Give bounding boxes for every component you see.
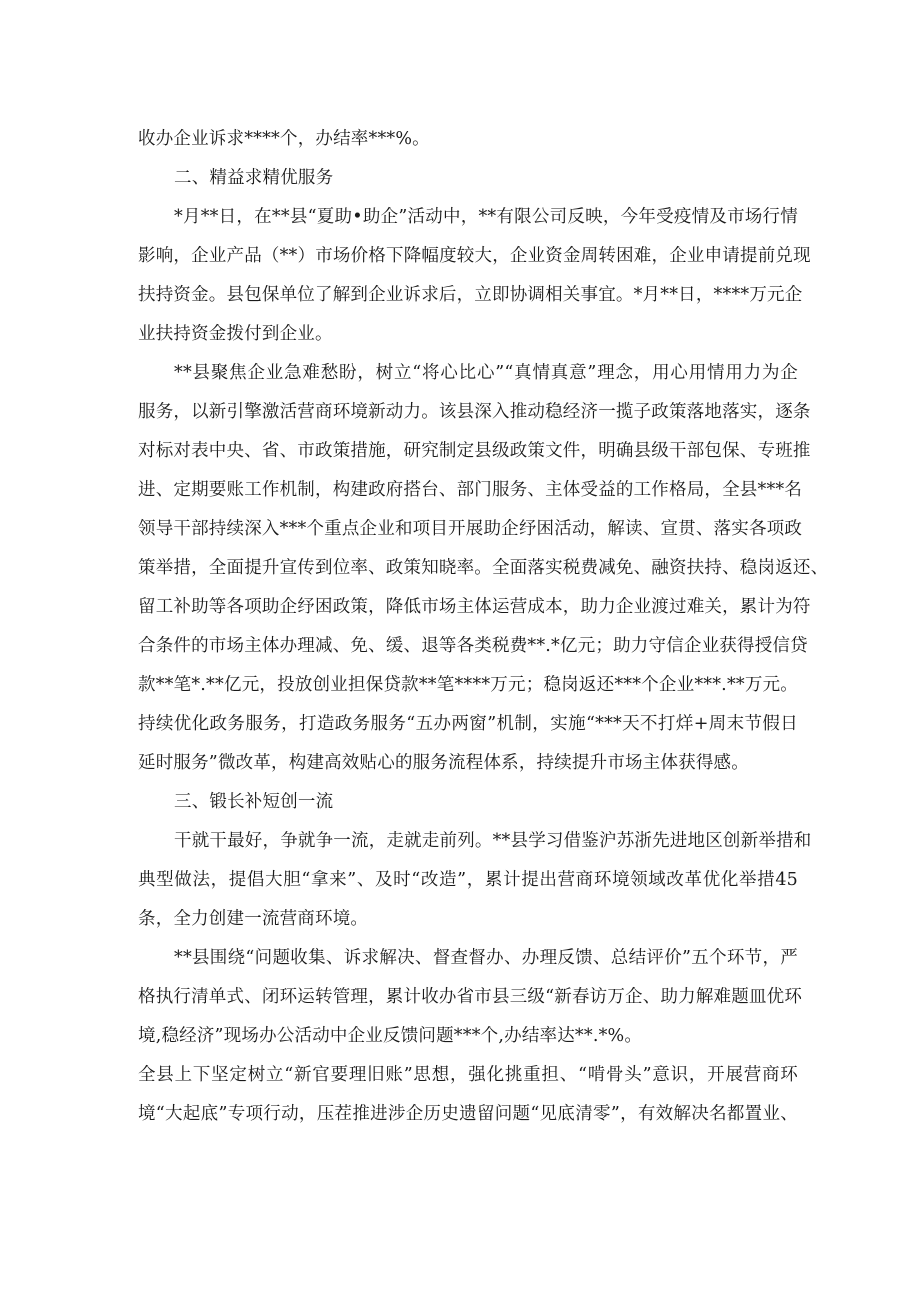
text-line: 境“大起底”专项行动，压茬推进涉企历史遗留问题“见底清零”，有效解决名都置业、 xyxy=(138,1104,798,1124)
text-line: 策举措，全面提升宣传到位率、政策知晓率。全面落实税费减免、融资扶持、稳岗返还、 xyxy=(138,558,829,578)
text-line: 全县上下坚定树立“新官要理旧账”思想，强化挑重担、“啃骨头”意识，开展营商环 xyxy=(138,1065,798,1085)
text-line: 条，全力创建一流营商环境。 xyxy=(138,909,369,929)
text-line: 干就干最好，争就争一流，走就走前列。**县学习借鉴沪苏浙先进地区创新举措和 xyxy=(174,831,812,851)
text-line: 进、定期要账工作机制，构建政府搭台、部门服务、主体受益的工作格局，全县***名 xyxy=(138,480,803,500)
text-line: 款**笔*.**亿元，投放创业担保贷款**笔****万元；稳岗返还***个企业***.**万元。 xyxy=(138,675,798,695)
text-line: 扶持资金。县包保单位了解到企业诉求后，立即协调相关事宜。*月**日，****万元企 xyxy=(138,285,803,305)
text-line: *月**日，在**县“夏助•助企”活动中，**有限公司反映，今年受疫情及市场行情 xyxy=(174,207,798,227)
text-line: 留工补助等各项助企纾困政策，降低市场主体运营成本，助力企业渡过难关，累计为符 xyxy=(138,597,811,617)
section-heading: 二、精益求精优服务 xyxy=(174,168,334,188)
text-line: 格执行清单式、闭环运转管理，累计收办省市县三级“新春访万企、助力解难题皿优环 xyxy=(138,987,803,1007)
text-line: 收办企业诉求****个，办结率***%。 xyxy=(138,129,430,149)
text-line: 持续优化政务服务，打造政务服务“五办两窗”机制，实施“***天不打烊+周末节假日 xyxy=(138,714,798,734)
text-line: 影响，企业产品（**）市场价格下降幅度较大，企业资金周转困难，企业申请提前兑现 xyxy=(138,246,811,266)
text-line: 服务，以新引擎激活营商环境新动力。该县深入推动稳经济一揽子政策落地落实，逐条 xyxy=(138,402,811,422)
text-line: 典型做法，提倡大胆“拿来”、及时“改造”，累计提出营商环境领域改革优化举措45 xyxy=(138,870,798,890)
text-line: 领导干部持续深入***个重点企业和项目开展助企纾困活动，解读、宣贯、落实各项政 xyxy=(138,519,803,539)
text-line: 合条件的市场主体办理减、免、缓、退等各类税费**.*亿元；助力守信企业获得授信贷 xyxy=(138,636,808,656)
text-line: **县聚焦企业急难愁盼，树立“将心比心”“真情真意”理念，用心用情用力为企 xyxy=(174,363,798,383)
text-line: 业扶持资金拨付到企业。 xyxy=(138,324,333,344)
text-line: 境,稳经济”现场办公活动中企业反馈问题***个,办结率达**.*%。 xyxy=(138,1026,643,1046)
text-line: 对标对表中央、省、市政策措施，研究制定县级政策文件，明确县级干部包保、专班推 xyxy=(138,441,811,461)
text-line: **县围绕“问题收集、诉求解决、督查督办、办理反馈、总结评价”五个环节，严 xyxy=(174,948,798,968)
section-heading: 三、锻长补短创一流 xyxy=(174,792,334,812)
text-line: 延时服务”微改革，构建高效贴心的服务流程体系，持续提升市场主体获得感。 xyxy=(138,753,749,773)
